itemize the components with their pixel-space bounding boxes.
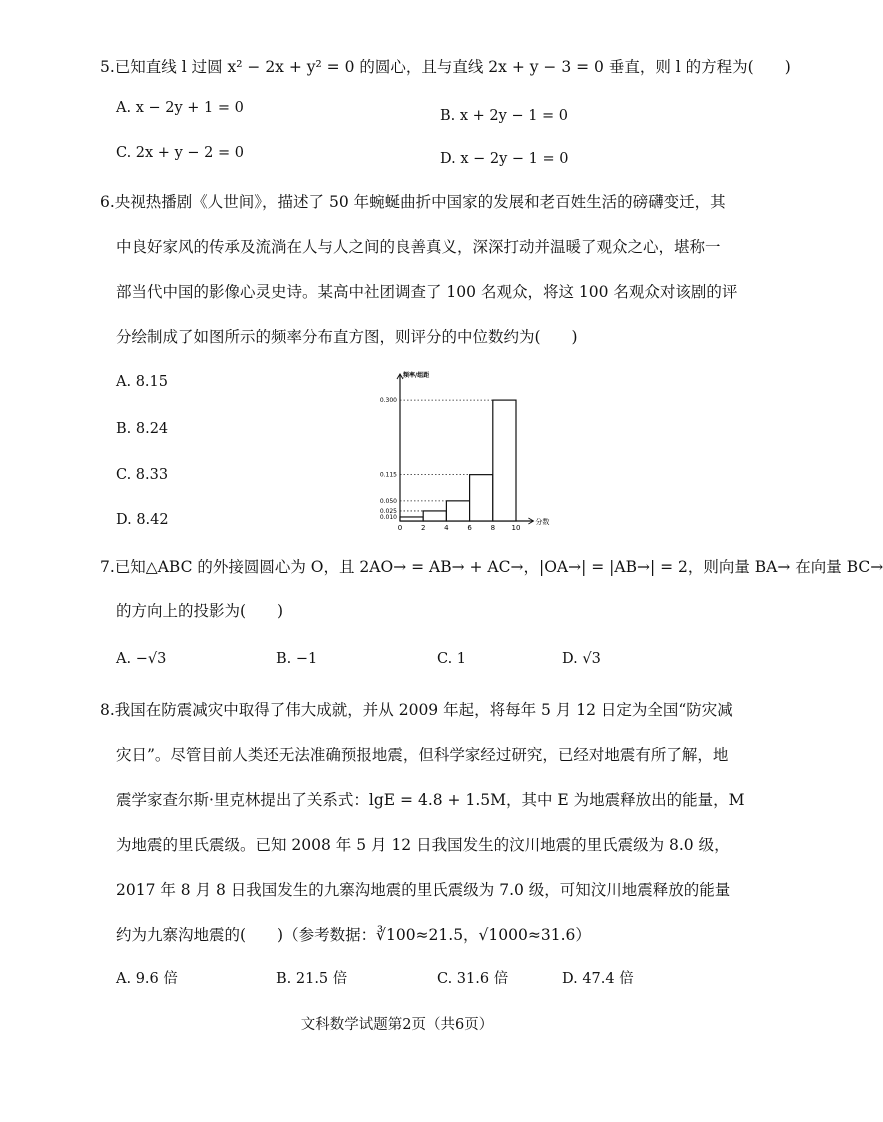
q7-option-b: B. −1 — [276, 651, 318, 667]
histogram-bar — [470, 475, 493, 521]
q8-stem-line-3: 震学家查尔斯·里克林提出了关系式：lgE = 4.8 + 1.5M，其中 E 为地震释放出的能量，M — [116, 791, 745, 809]
q5-stem: 5.已知直线 l 过圆 x² − 2x + y² = 0 的圆心，且与直线 2x + y − 3 = 0 垂直，则 l 的方程为( ) — [100, 58, 791, 76]
q6-stem-line-4: 分绘制成了如图所示的频率分布直方图，则评分的中位数约为( ) — [116, 328, 578, 346]
q8-stem-line-6: 约为九寨沟地震的( )（参考数据：∛100≈21.5，√1000≈31.6） — [116, 926, 591, 944]
x-axis-label: 分数 — [535, 518, 550, 526]
q6-option-c: C. 8.33 — [116, 467, 169, 483]
q8-stem-line-1: 8.我国在防震减灾中取得了伟大成就，并从 2009 年起，将每年 5 月 12 日定为全国“防灾减 — [100, 701, 733, 719]
y-tick-label: 0.300 — [379, 397, 397, 405]
histogram-bar — [493, 400, 516, 521]
q8-option-d: D. 47.4 倍 — [562, 971, 634, 987]
x-tick-label: 4 — [444, 524, 449, 532]
q6-stem-line-3: 部当代中国的影像心灵史诗。某高中社团调查了 100 名观众，将这 100 名观众对该剧的评 — [116, 283, 738, 301]
q6-stem-line-1: 6.央视热播剧《人世间》，描述了 50 年蜿蜒曲折中国家的发展和老百姓生活的磅礴变迁，其 — [100, 193, 726, 211]
y-tick-label: 0.050 — [379, 497, 397, 505]
y-axis-label: 频率/组距 — [403, 372, 430, 379]
q5-option-d: D. x − 2y − 1 = 0 — [440, 151, 569, 167]
q8-stem-line-4: 为地震的里氏震级。已知 2008 年 5 月 12 日我国发生的汶川地震的里氏震级为 8.0 级， — [116, 836, 730, 854]
q8-option-a: A. 9.6 倍 — [116, 971, 178, 987]
q7-option-a: A. −√3 — [116, 651, 167, 667]
q6-stem-line-2: 中良好家风的传承及流淌在人与人之间的良善真义，深深打动并温暖了观众之心，堪称一 — [116, 238, 721, 256]
y-tick-label: 0.010 — [379, 513, 397, 521]
q7-option-d: D. √3 — [562, 651, 601, 667]
q7-option-c: C. 1 — [437, 651, 467, 667]
q6-option-b: B. 8.24 — [116, 421, 169, 437]
x-tick-label: 0 — [397, 524, 403, 532]
q8-stem-line-5: 2017 年 8 月 8 日我国发生的九寨沟地震的里氏震级为 7.0 级，可知汶川地震释放的能量 — [116, 881, 731, 899]
q5-option-c: C. 2x + y − 2 = 0 — [116, 145, 244, 161]
y-tick-label: 0.115 — [379, 471, 397, 479]
page-footer: 文科数学试题第2页（共6页） — [300, 1017, 494, 1033]
q8-option-b: B. 21.5 倍 — [276, 971, 348, 987]
q5-option-b: B. x + 2y − 1 = 0 — [440, 108, 569, 124]
x-tick-label: 6 — [467, 524, 472, 532]
frequency-histogram — [370, 368, 560, 540]
q6-option-d: D. 8.42 — [116, 512, 169, 528]
q6-option-a: A. 8.15 — [116, 374, 168, 390]
x-tick-label: 8 — [490, 524, 496, 532]
histogram-bar — [400, 517, 423, 521]
histogram-bar — [423, 511, 446, 521]
q8-option-c: C. 31.6 倍 — [437, 971, 509, 987]
q5-option-a: A. x − 2y + 1 = 0 — [116, 100, 244, 116]
q7-stem-line-1: 7.已知△ABC 的外接圆圆心为 O，且 2AO→ = AB→ + AC→，|OA→| = |AB→| = 2，则向量 BA→ 在向量 BC→ — [100, 558, 883, 576]
x-tick-label: 10 — [511, 524, 521, 532]
y-tick-label: 0.025 — [379, 507, 397, 515]
x-tick-label: 2 — [420, 524, 426, 532]
histogram-bar — [446, 501, 469, 521]
q7-stem-line-2: 的方向上的投影为( ) — [116, 602, 284, 620]
q8-stem-line-2: 灾日”。尽管目前人类还无法准确预报地震，但科学家经过研究，已经对地震有所了解，地 — [116, 746, 729, 764]
